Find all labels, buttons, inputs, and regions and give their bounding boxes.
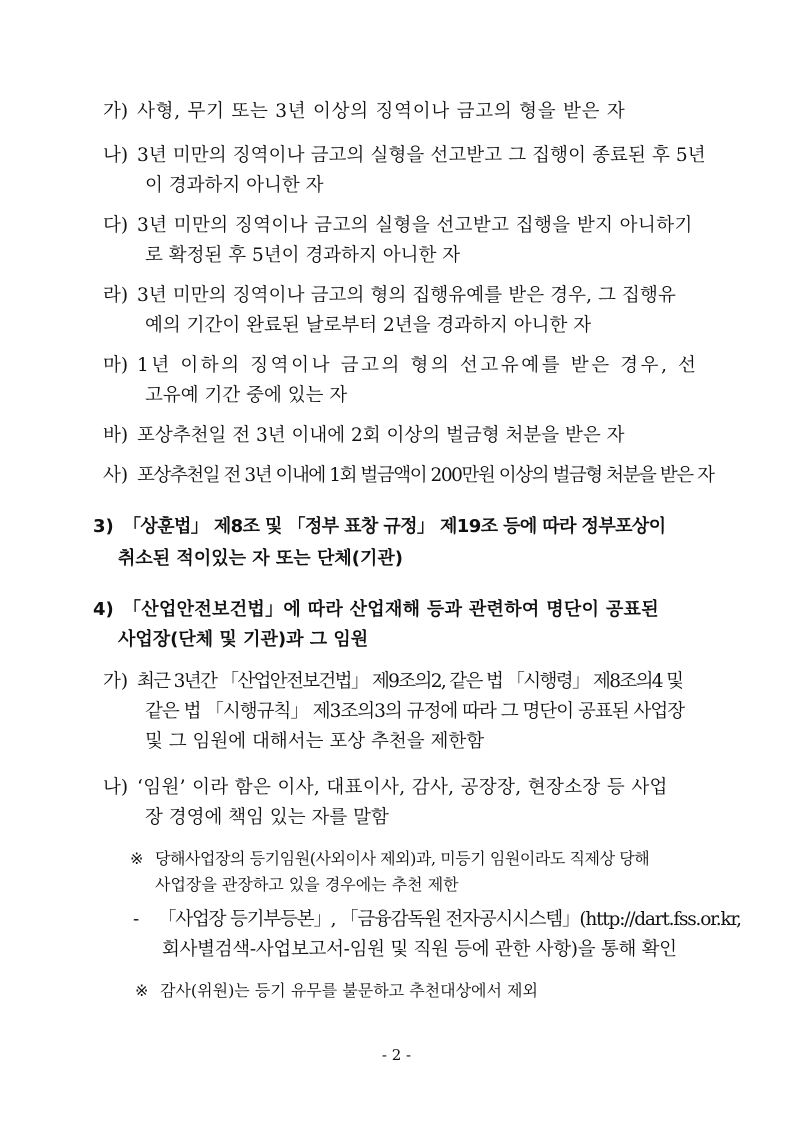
item-da-marker: 다) (103, 215, 129, 236)
item-na-text-line1: 3년 미만의 징역이나 금고의 실형을 선고받고 그 집행이 종료된 후 5년 (137, 145, 706, 166)
section4-item-na-line2: 장 경영에 책임 있는 자를 말함 (145, 807, 389, 828)
item-ba-marker: 바) (103, 425, 129, 446)
section4-item-na-line1: ‘임원’ 이라 함은 이사, 대표이사, 감사, 공장장, 현장소장 등 사업 (137, 777, 668, 798)
note-mark-1: ※ (130, 849, 144, 868)
note1-line1: 당해사업장의 등기임원(사외이사 제외)과, 미등기 임원이라도 직제상 당해 (155, 849, 650, 868)
note2-line1: 감사(위원)는 등기 유무를 불문하고 추천대상에서 제외 (160, 981, 538, 1000)
item-ra-marker: 라) (103, 285, 129, 306)
item-ma-text-line2: 고유예 기간 중에 있는 자 (145, 385, 348, 406)
section4-heading-line2: 사업장(단체 및 기관)과 그 임원 (118, 629, 369, 650)
item-ga-text: 사형, 무기 또는 3년 이상의 징역이나 금고의 형을 받은 자 (137, 101, 626, 122)
section4-item-ga-line2: 같은 법 「시행규칙」 제3조의3의 규정에 따라 그 명단이 공표된 사업장 (145, 701, 685, 722)
page-number: - 2 - (381, 1046, 412, 1064)
item-da-text-line2: 로 확정된 후 5년이 경과하지 아니한 자 (145, 245, 461, 266)
section4-item-ga-line3: 및 그 임원에 대해서는 포상 추천을 제한함 (145, 731, 485, 752)
item-sa-marker: 사) (103, 465, 129, 486)
item-sa-text: 포상추천일 전 3년 이내에 1회 벌금액이 200만원 이상의 벌금형 처분을 받은 자 (137, 465, 714, 486)
item-ra-text-line2: 예의 기간이 완료된 날로부터 2년을 경과하지 아니한 자 (145, 315, 592, 336)
item-ra-text-line1: 3년 미만의 징역이나 금고의 형의 집행유예를 받은 경우, 그 집행유 (137, 285, 676, 306)
section4-marker: 4) (93, 599, 114, 620)
item-ga-marker: 가) (103, 101, 129, 122)
item-da-text-line1: 3년 미만의 징역이나 금고의 실형을 선고받고 집행을 받지 아니하기 (137, 215, 693, 236)
section4-item-ga-marker: 가) (103, 671, 129, 692)
item-ba-text: 포상추천일 전 3년 이내에 2회 이상의 벌금형 처분을 받은 자 (137, 425, 625, 446)
dash-bullet: - (133, 909, 140, 930)
item-na-marker: 나) (103, 145, 129, 166)
section3-heading-line1: 「상훈법」 제8조 및 「정부 표창 규정」 제19조 등에 따라 정부포상이 (123, 516, 666, 537)
section4-item-ga-line1: 최근 3년간 「산업안전보건법」 제9조의2, 같은 법 「시행령」 제8조의4 및 (137, 671, 683, 692)
item-ma-marker: 마) (103, 355, 129, 376)
dash-note-line2: 회사별검색-사업보고서-임원 및 직원 등에 관한 사항)을 통해 확인 (162, 939, 677, 960)
section3-heading-line2: 취소된 적이있는 자 또는 단체(기관) (118, 548, 403, 569)
dash-note-line1: 「사업장 등기부등본」, 「금융감독원 전자공시시스템」(http://dart.fss.or.kr, (158, 909, 741, 930)
section4-heading-line1: 「산업안전보건법」에 따라 산업재해 등과 관련하여 명단이 공표된 (123, 599, 659, 620)
item-na-text-line2: 이 경과하지 아니한 자 (145, 175, 324, 196)
section3-marker: 3) (93, 516, 114, 537)
item-ma-text-line1: 1년 이하의 징역이나 금고의 형의 선고유예를 받은 경우, 선 (137, 355, 699, 376)
section4-item-na-marker: 나) (103, 777, 129, 798)
note1-line2: 사업장을 관장하고 있을 경우에는 추천 제한 (155, 875, 459, 894)
note-mark-2: ※ (135, 981, 149, 1000)
